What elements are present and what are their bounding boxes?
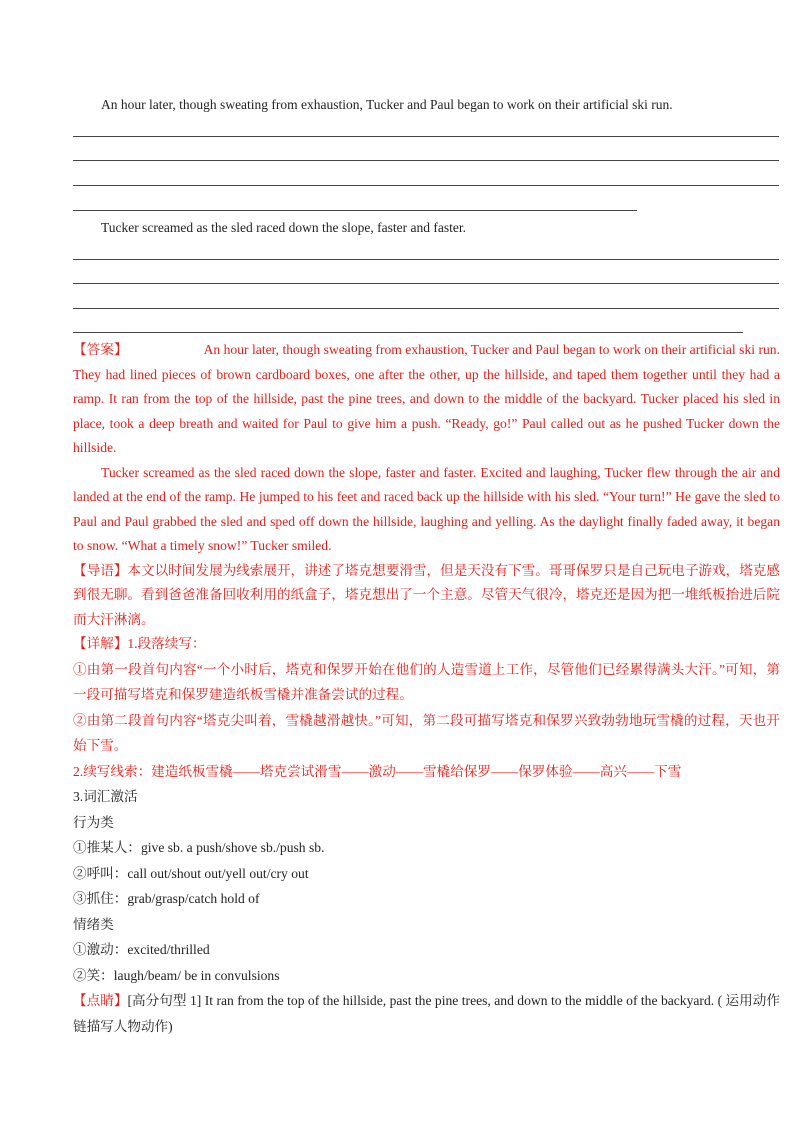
writing-line [73,185,779,186]
writing-line [73,210,637,211]
paragraph-1-prompt: An hour later, though sweating from exhaustion, Tucker and Paul began to work on their artificial ski run. [101,97,673,112]
vocab-item: ③抓住：grab/grasp/catch hold of [73,891,260,906]
highlight-paragraph: 【点睛】[高分句型 1] It ran from the top of the hillside, past the pine trees, and down to the middle of the backyard. ( 运用动作链描写人物动作) [73,993,781,1034]
vocab-item: ①激动：excited/thrilled [73,942,210,957]
detail-heading: 【详解】1.段落续写： [73,636,206,651]
vocab-heading: 3.词汇激活 [73,789,138,804]
vocab-item: ②呼叫：call out/shout out/yell out/cry out [73,865,309,881]
guide-paragraph: 【导语】本文以时间发展为线索展开，讲述了塔克想要滑雪，但是天没有下雪。哥哥保罗只是自己玩电子游戏，塔克感到很无聊。看到爸爸准备回收利用的纸盒子，塔克想出了一个主意。尽管天气很冷，塔克还是因为把一堆纸板抬进后院而大汗淋漓。 [73,562,781,627]
writing-line [73,332,743,333]
answer-paragraph-1: 【答案】 An hour later, though sweating from exhaustion, Tucker and Paul began to work on their artificial ski run. They had lined pieces of brown cardboard boxes, one after the other, up the hillside, and taped them together until they had a ramp. It ran from the top of the hillside, past the pine trees, and down to the middle of the backyard. Tucker placed his sled in place, took a deep breath and waited for Paul to give him a push. “Ready, go!” Paul called out as he pushed Tucker down the hillside. [73,342,780,455]
detail-tag: 【详解】 [73,636,128,651]
detail-point-1: ①由第一段首句内容“一个小时后，塔克和保罗开始在他们的人造雪道上工作，尽管他们已经累得满头大汗。”可知，第一段可描写塔克和保罗建造纸板雪橇并准备尝试的过程。 [73,661,780,702]
paragraph-2-prompt: Tucker screamed as the sled raced down the slope, faster and faster. [101,220,466,235]
answer-tag: 【答案】 [73,342,128,357]
highlight-tag: 【点睛】 [73,993,128,1008]
answer-section [73,338,780,632]
vocab-category-emotion: 情绪类 [73,916,114,932]
writing-line [73,283,779,284]
vocab-category-action: 行为类 [73,814,114,830]
answer-paragraph-2: Tucker screamed as the sled raced down the slope, faster and faster. Excited and laughing, Tucker flew through the air and landed at the end of the ramp. He jumped to his feet and raced back up the hillside with his sled. “Your turn!” He gave the sled to Paul and Paul grabbed the sled and sped off down the hillside, laughing and yelling. As the daylight finally faded away, it began to snow. “What a timely snow!” Tucker smiled. [73,464,780,553]
vocab-item: ①推某人：give sb. a push/shove sb./push sb. [73,840,325,855]
writing-line [73,136,779,137]
detail-section [73,631,780,1039]
guide-tag: 【导语】 [73,562,128,578]
detail-point-2: ②由第二段首句内容“塔克尖叫着，雪橇越滑越快。”可知，第二段可描写塔克和保罗兴致勃勃地玩雪橇的过程，天也开始下雪。 [73,712,780,753]
writing-line [73,259,779,260]
writing-line [73,160,779,161]
clue-heading: 2.续写线索：建造纸板雪橇——塔克尝试滑雪——激动——雪橇给保罗——保罗体验——高兴——下雪 [73,763,682,779]
vocab-item: ②笑：laugh/beam/ be in convulsions [73,967,280,983]
writing-line [73,308,779,309]
